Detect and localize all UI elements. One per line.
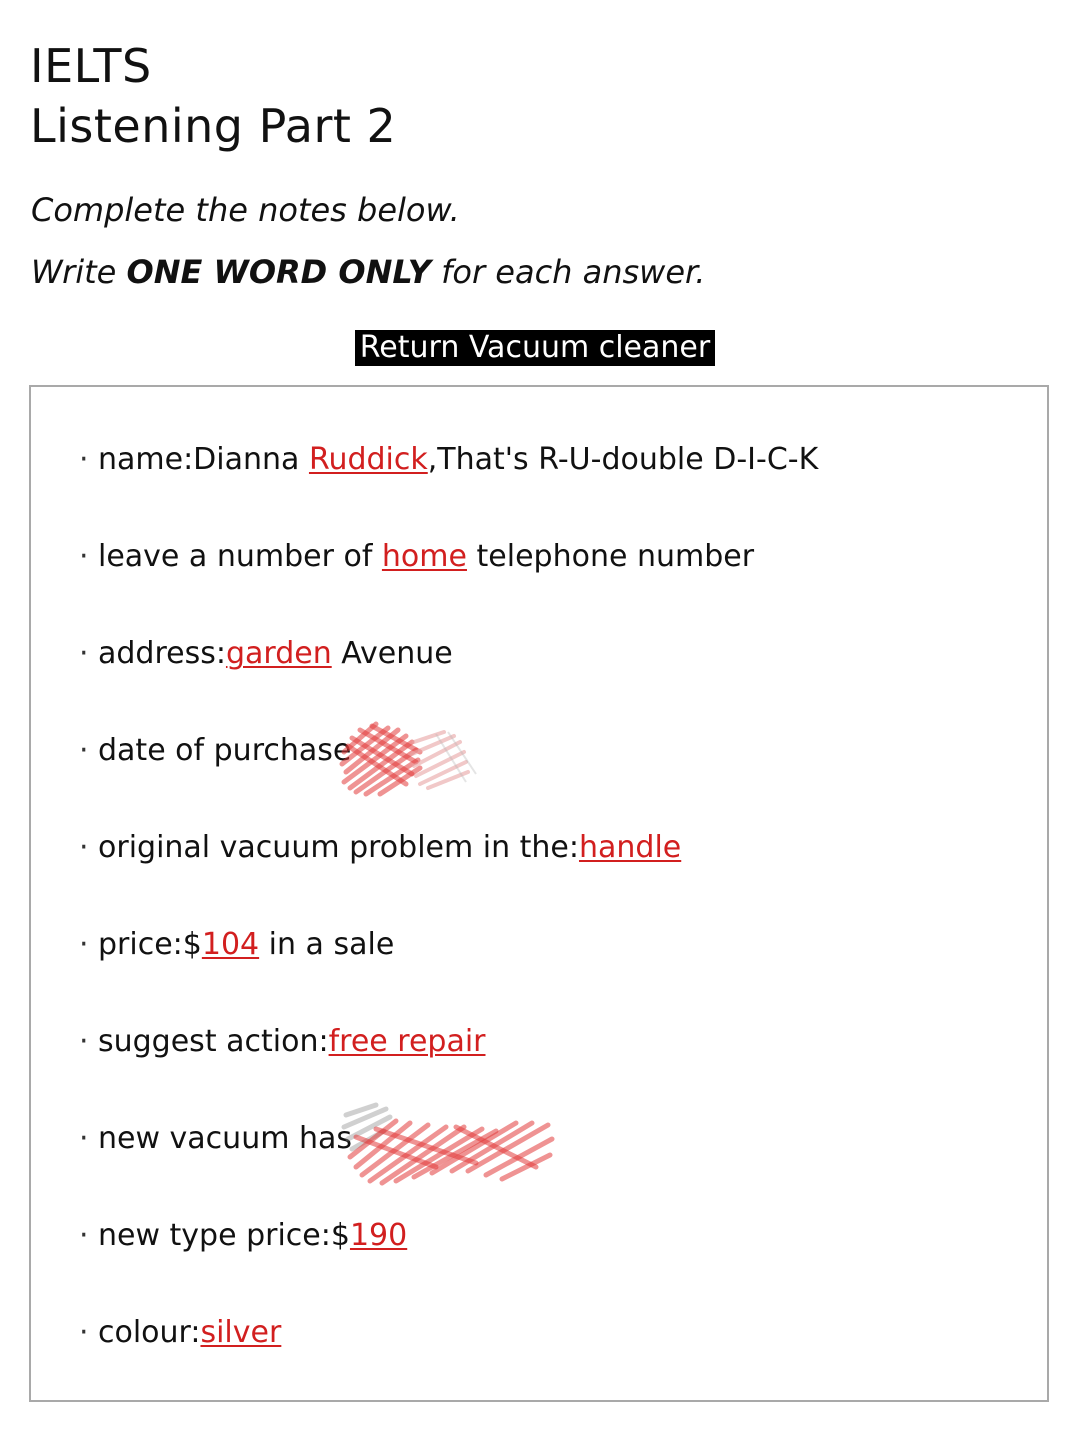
bullet-icon: ·: [79, 636, 89, 671]
note-answer: home: [381, 539, 467, 574]
note-row-new-price: [79, 1216, 407, 1256]
note-text: new type price:$: [98, 1218, 350, 1253]
note-row-new-vacuum: [79, 1119, 352, 1159]
note-answer: garden: [225, 636, 332, 671]
note-text: leave a number of: [98, 539, 382, 574]
note-row-action: [79, 1022, 486, 1062]
note-text: name:Dianna: [98, 442, 309, 477]
redaction-scribble: [336, 1097, 566, 1197]
note-answer: 104: [201, 927, 260, 962]
bullet-icon: ·: [79, 927, 89, 962]
note-answer: silver: [200, 1315, 282, 1350]
note-text: colour:: [98, 1315, 201, 1350]
note-row-purchase-date: [79, 731, 351, 771]
note-text: address:: [98, 636, 226, 671]
note-answer: 190: [349, 1218, 408, 1253]
section-heading-wrap: [0, 330, 1080, 366]
note-row-phone: [79, 537, 754, 577]
note-text-after: telephone number: [466, 539, 755, 574]
note-row-price: [79, 925, 394, 965]
bullet-icon: ·: [79, 1218, 89, 1253]
notes-box: [29, 385, 1049, 1402]
bullet-icon: ·: [79, 830, 89, 865]
instruction-post: for each answer.: [430, 253, 706, 291]
title-line-2: Listening Part 2: [30, 99, 397, 153]
instruction-line-2: [31, 252, 705, 292]
note-text-after: ,That's R-U-double D-I-C-K: [427, 442, 819, 477]
instruction-pre: Write: [31, 253, 127, 291]
note-row-name: [79, 440, 818, 480]
section-heading: Return Vacuum cleaner: [355, 330, 715, 366]
title-line-1: IELTS: [30, 39, 152, 93]
instruction-line-1: Complete the notes below.: [31, 191, 460, 229]
note-answer: handle: [578, 830, 682, 865]
bullet-icon: ·: [79, 539, 89, 574]
note-row-problem: [79, 828, 681, 868]
note-answer: free repair: [328, 1024, 486, 1059]
bullet-icon: ·: [79, 1315, 89, 1350]
note-text: price:$: [98, 927, 202, 962]
bullet-icon: ·: [79, 1024, 89, 1059]
note-text: date of purchase: [98, 733, 352, 768]
note-row-colour: [79, 1313, 281, 1353]
note-row-address: [79, 634, 453, 674]
instruction-emphasis: ONE WORD ONLY: [126, 253, 431, 291]
bullet-icon: ·: [79, 442, 89, 477]
note-text: suggest action:: [98, 1024, 329, 1059]
bullet-icon: ·: [79, 733, 89, 768]
note-text: original vacuum problem in the:: [98, 830, 579, 865]
note-text: new vacuum has: [98, 1121, 352, 1156]
page-title: [30, 36, 396, 156]
note-text-after: Avenue: [331, 636, 453, 671]
note-text-after: in a sale: [259, 927, 395, 962]
redaction-scribble: [336, 712, 486, 802]
bullet-icon: ·: [79, 1121, 89, 1156]
note-answer: Ruddick: [308, 442, 428, 477]
